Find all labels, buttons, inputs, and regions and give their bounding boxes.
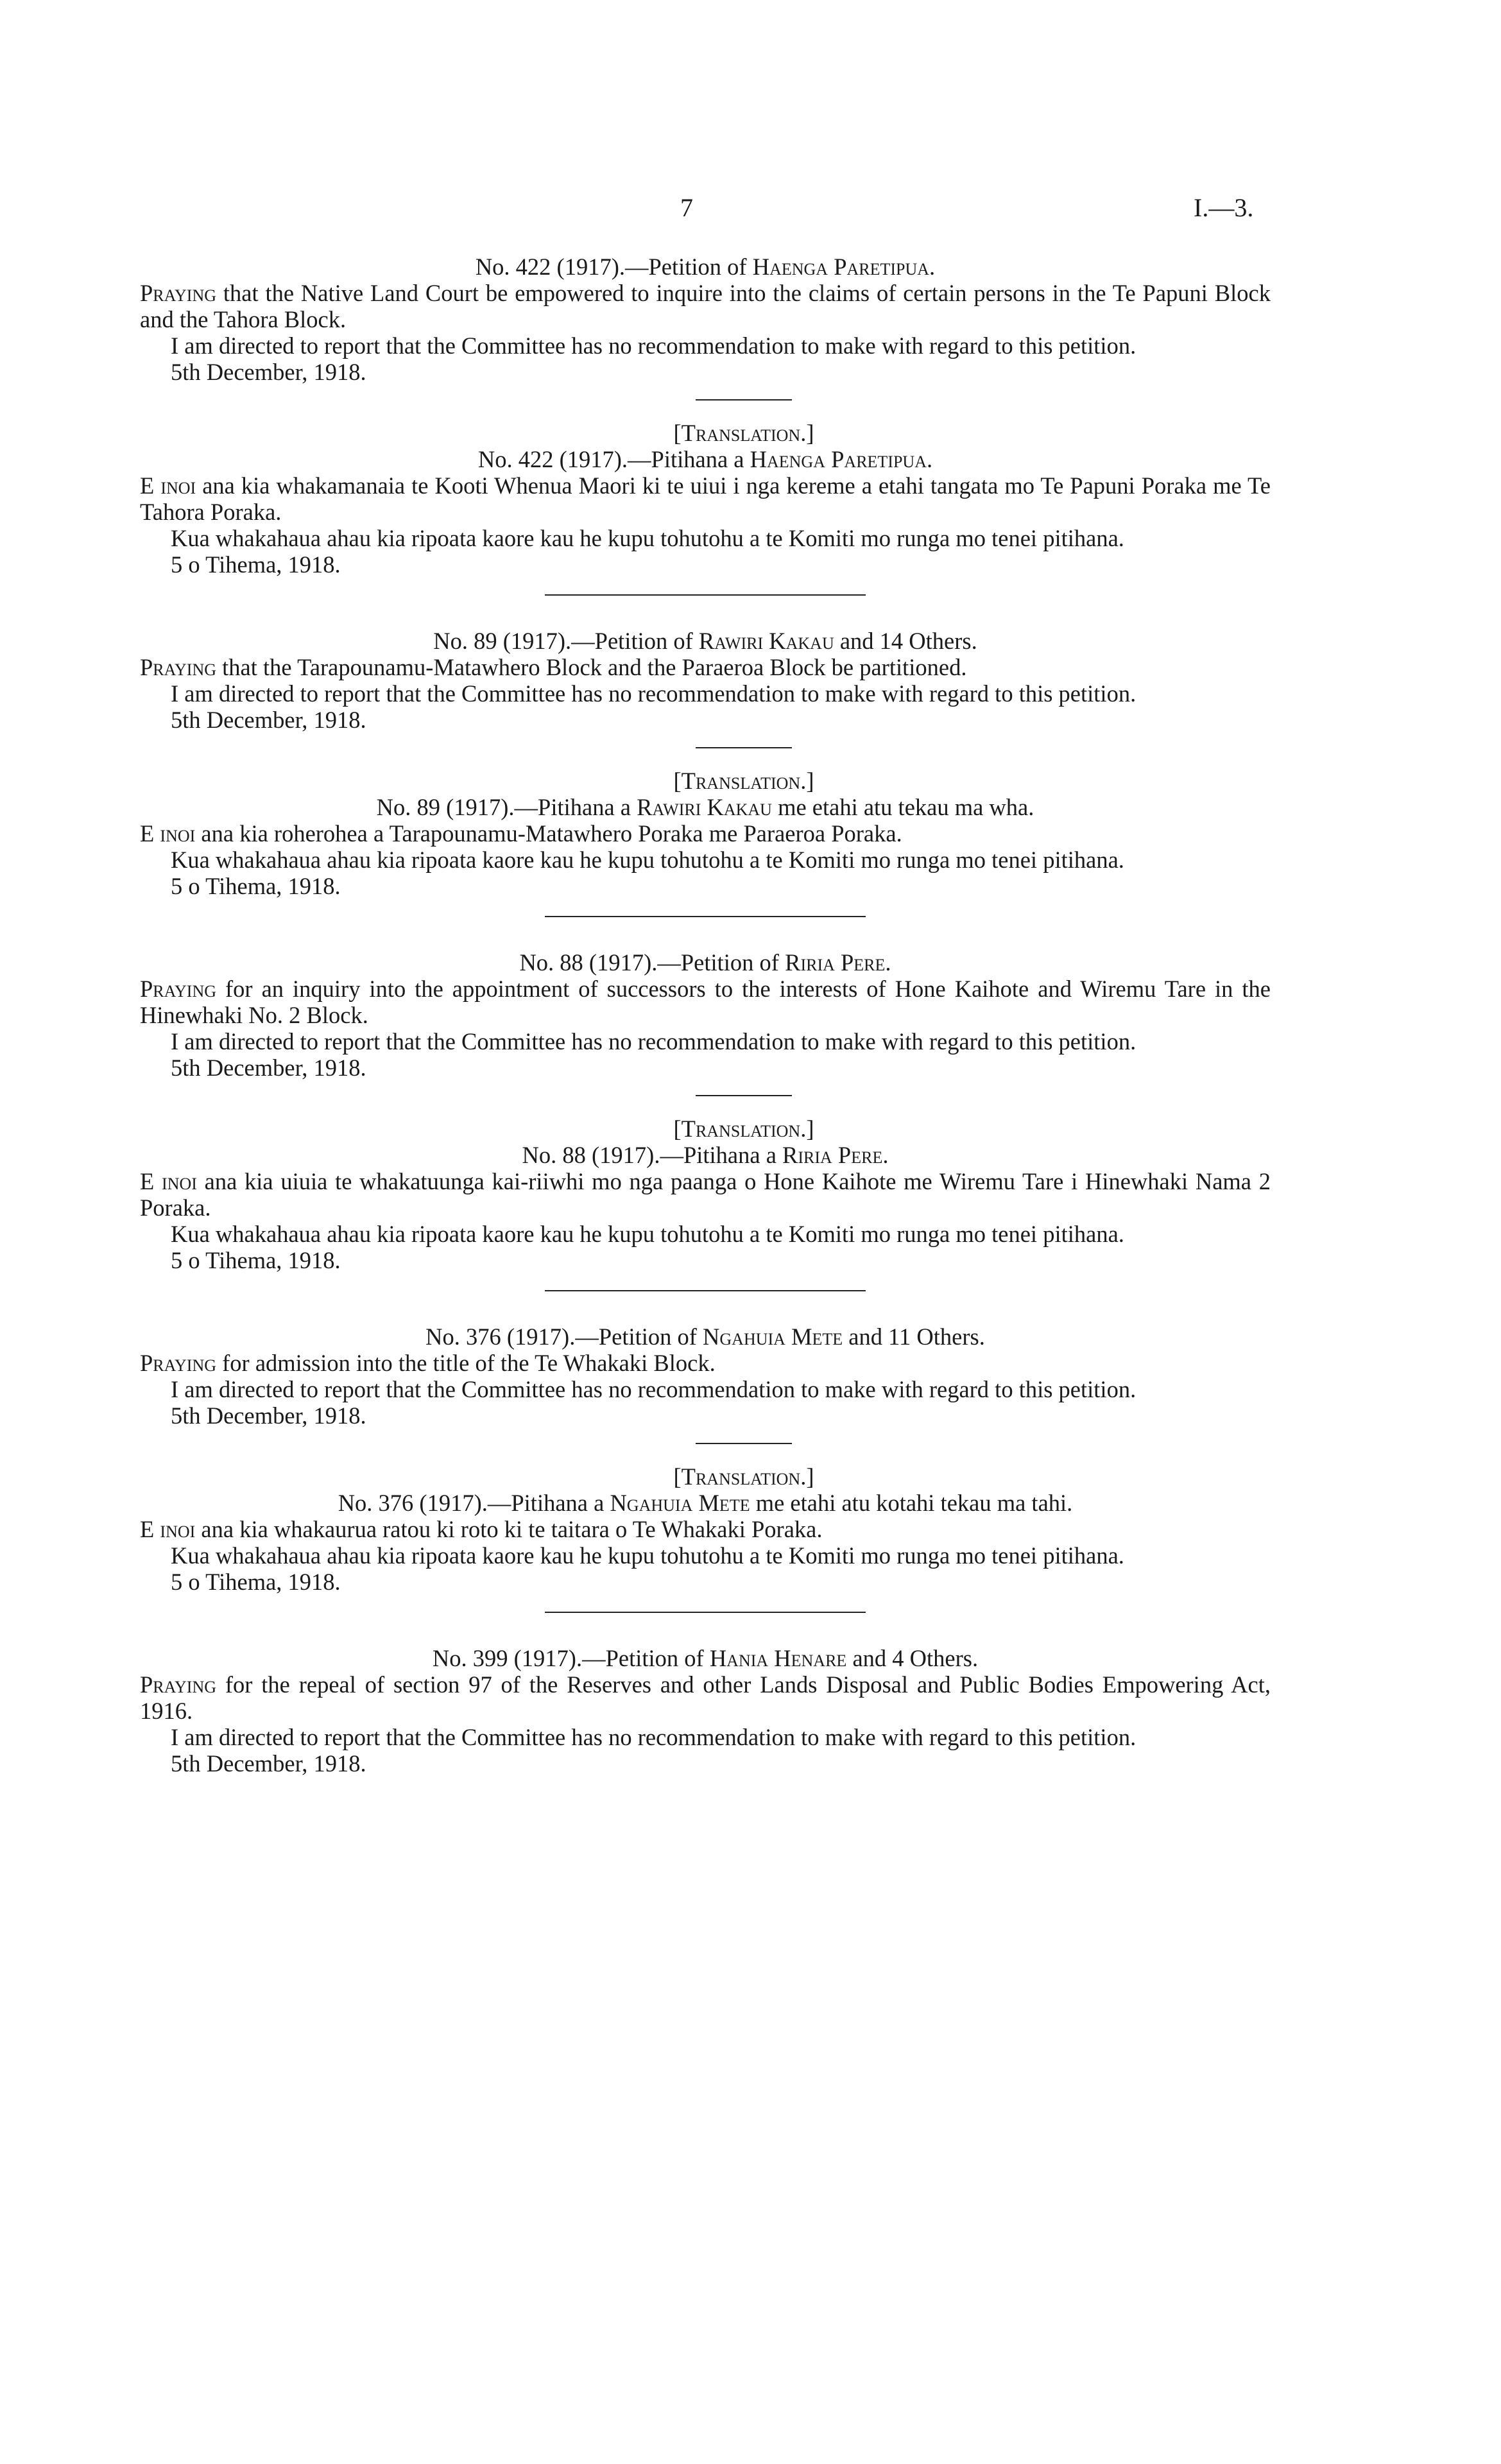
petition-88 bbox=[140, 949, 1271, 1273]
page-number: 7 bbox=[680, 193, 693, 222]
petition-title: No. 422 (1917).—Petition of Haenga Paretipua. bbox=[475, 254, 936, 280]
inoi-paragraph: E inoi ana kia roherohea a Tarapounamu-Matawhero Poraka me Paraeroa Poraka. bbox=[140, 820, 902, 847]
page-header bbox=[0, 193, 1501, 231]
praying-paragraph: Praying that the Native Land Court be empowered to inquire into the claims of certain persons in the Te Papuni Block and the Tahora Block. bbox=[140, 280, 1271, 332]
report-date: 5th December, 1918. bbox=[171, 707, 366, 733]
translation-label: [Translation.] bbox=[673, 420, 814, 446]
translation-report: Kua whakahaua ahau kia ripoata kaore kau he kupu tohutohu a te Komiti mo runga mo tenei pitihana. bbox=[171, 847, 1124, 873]
petition-separator bbox=[545, 1290, 866, 1291]
translation-date: 5 o Tihema, 1918. bbox=[171, 873, 341, 899]
section-divider bbox=[696, 1095, 792, 1096]
petition-separator bbox=[545, 1612, 866, 1613]
petition-89 bbox=[140, 628, 1271, 899]
report-date: 5th December, 1918. bbox=[171, 1750, 366, 1777]
inoi-paragraph: E inoi ana kia uiuia te whakatuunga kai-riiwhi mo nga paanga o Hone Kaihote me Wiremu Tare i Hinewhaki Nama 2 Poraka. bbox=[140, 1168, 1271, 1221]
praying-paragraph: Praying for an inquiry into the appointment of successors to the interests of Hone Kaihote and Wiremu Tare in the Hinewhaki No. 2 Block. bbox=[140, 976, 1271, 1028]
report-paragraph: I am directed to report that the Committee has no recommendation to make with regard to this petition. bbox=[171, 1028, 1136, 1055]
section-divider bbox=[696, 399, 792, 401]
translation-report: Kua whakahaua ahau kia ripoata kaore kau he kupu tohutohu a te Komiti mo runga mo tenei pitihana. bbox=[171, 525, 1124, 551]
translation-label: [Translation.] bbox=[673, 768, 814, 794]
section-divider bbox=[696, 747, 792, 748]
inoi-paragraph: E inoi ana kia whakaurua ratou ki roto ki te taitara o Te Whakaki Poraka. bbox=[140, 1516, 823, 1542]
petition-title: No. 376 (1917).—Petition of Ngahuia Mete and 11 Others. bbox=[425, 1323, 985, 1350]
petition-title: No. 88 (1917).—Petition of Riria Pere. bbox=[519, 949, 891, 976]
translation-title: No. 376 (1917).—Pitihana a Ngahuia Mete me etahi atu kotahi tekau ma tahi. bbox=[338, 1490, 1073, 1516]
petition-separator bbox=[545, 916, 866, 917]
section-divider bbox=[696, 1443, 792, 1444]
report-paragraph: I am directed to report that the Committee has no recommendation to make with regard to this petition. bbox=[171, 1376, 1136, 1402]
translation-date: 5 o Tihema, 1918. bbox=[171, 551, 341, 578]
petition-translation bbox=[140, 1463, 1271, 1595]
petition-translation bbox=[140, 1116, 1271, 1273]
petition-english bbox=[140, 254, 1271, 385]
praying-paragraph: Praying for the repeal of section 97 of the Reserves and other Lands Disposal and Public Bodies Empowering Act, 1916. bbox=[140, 1671, 1271, 1724]
translation-date: 5 o Tihema, 1918. bbox=[171, 1569, 341, 1595]
petition-422 bbox=[140, 254, 1271, 578]
translation-label: [Translation.] bbox=[673, 1116, 814, 1142]
petition-title: No. 89 (1917).—Petition of Rawiri Kakau and 14 Others. bbox=[433, 628, 977, 654]
translation-title: No. 89 (1917).—Pitihana a Rawiri Kakau me etahi atu tekau ma wha. bbox=[376, 794, 1034, 820]
praying-paragraph: Praying that the Tarapounamu-Matawhero Block and the Paraeroa Block be partitioned. bbox=[140, 654, 967, 680]
petition-english bbox=[140, 1323, 1271, 1429]
petition-separator bbox=[545, 594, 866, 596]
report-date: 5th December, 1918. bbox=[171, 1055, 366, 1081]
petitions-content bbox=[140, 254, 1271, 1777]
petition-english bbox=[140, 949, 1271, 1081]
petition-title: No. 399 (1917).—Petition of Hania Henare and 4 Others. bbox=[432, 1645, 979, 1671]
translation-label: [Translation.] bbox=[673, 1463, 814, 1490]
report-paragraph: I am directed to report that the Committee has no recommendation to make with regard to this petition. bbox=[171, 680, 1136, 707]
report-date: 5th December, 1918. bbox=[171, 1402, 366, 1429]
report-date: 5th December, 1918. bbox=[171, 359, 366, 385]
report-paragraph: I am directed to report that the Committee has no recommendation to make with regard to this petition. bbox=[171, 1724, 1136, 1750]
inoi-paragraph: E inoi ana kia whakamanaia te Kooti Whenua Maori ki te uiui i nga kereme a etahi tangata mo Te Papuni Poraka me Te Tahora Poraka. bbox=[140, 472, 1271, 525]
petition-399 bbox=[140, 1645, 1271, 1777]
translation-title: No. 88 (1917).—Pitihana a Riria Pere. bbox=[522, 1142, 889, 1168]
translation-report: Kua whakahaua ahau kia ripoata kaore kau he kupu tohutohu a te Komiti mo runga mo tenei pitihana. bbox=[171, 1542, 1124, 1569]
praying-paragraph: Praying for admission into the title of the Te Whakaki Block. bbox=[140, 1350, 716, 1376]
petition-translation bbox=[140, 420, 1271, 578]
petition-376 bbox=[140, 1323, 1271, 1595]
document-reference: I.—3. bbox=[1194, 193, 1254, 222]
petition-english bbox=[140, 628, 1271, 733]
translation-report: Kua whakahaua ahau kia ripoata kaore kau he kupu tohutohu a te Komiti mo runga mo tenei pitihana. bbox=[171, 1221, 1124, 1247]
petition-english bbox=[140, 1645, 1271, 1777]
petition-translation bbox=[140, 768, 1271, 899]
translation-date: 5 o Tihema, 1918. bbox=[171, 1247, 341, 1273]
report-paragraph: I am directed to report that the Committee has no recommendation to make with regard to this petition. bbox=[171, 332, 1136, 359]
translation-title: No. 422 (1917).—Pitihana a Haenga Paretipua. bbox=[477, 446, 933, 472]
